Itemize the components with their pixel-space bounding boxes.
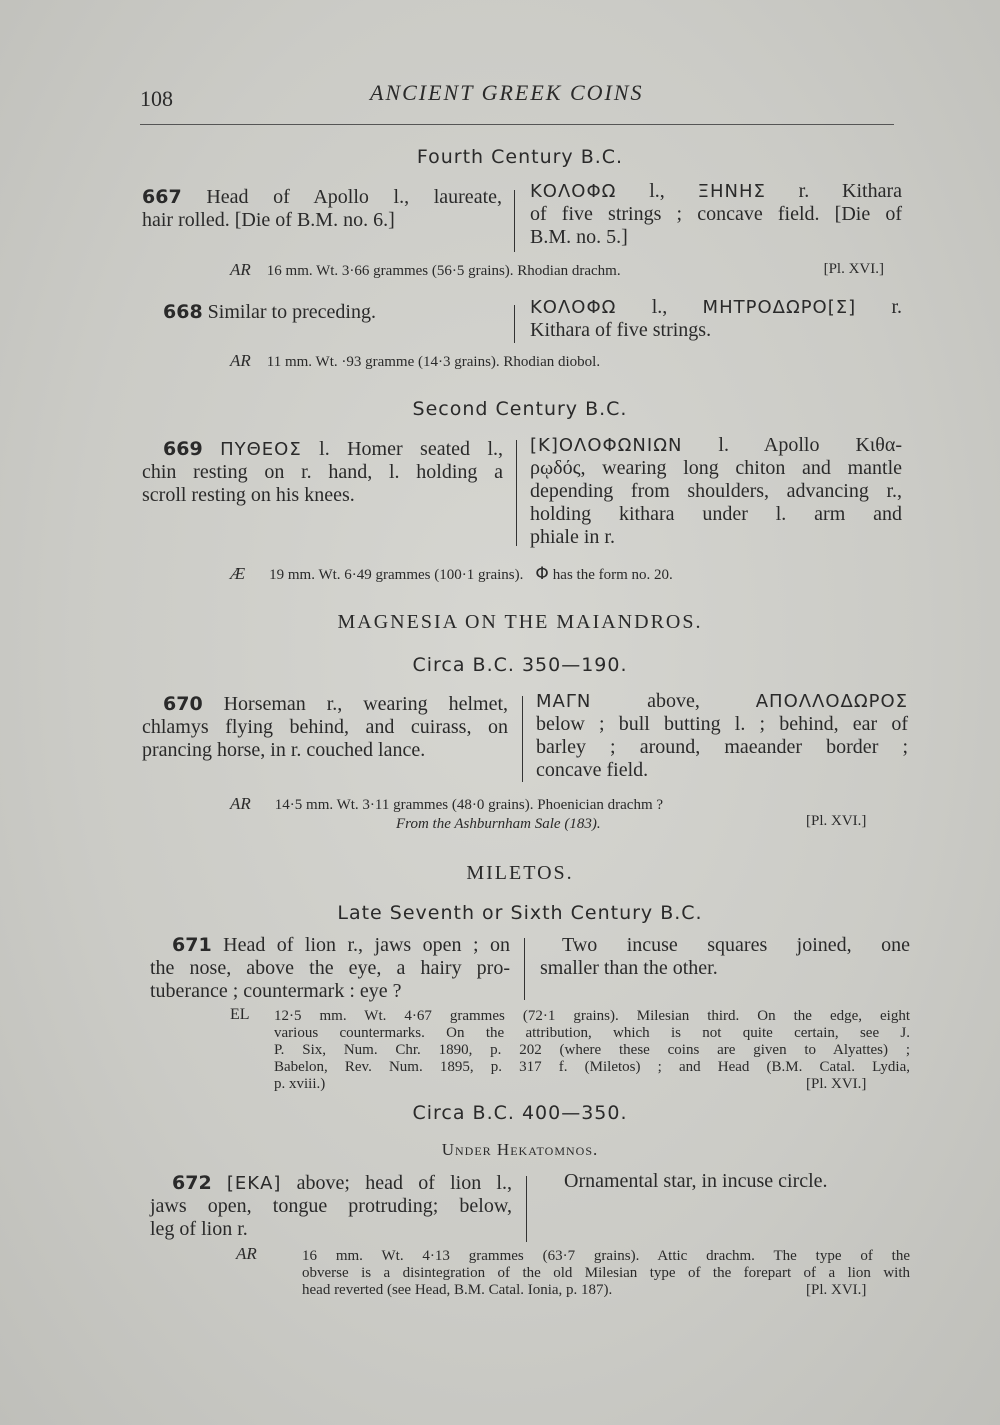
column-divider bbox=[514, 190, 515, 252]
section-heading: Circa B.C. 400—350. bbox=[412, 1102, 628, 1124]
entry-671-obverse: 671 Head of lion r., jaws open ; on bbox=[172, 934, 511, 956]
entry-669-note: Æ 19 mm. Wt. 6·49 grammes (100·1 grains). Φ has the form no. 20. bbox=[230, 564, 673, 584]
metal-symbol: AR bbox=[230, 794, 251, 813]
entry-667-obverse: 667 Head of Apollo l., laureate, hair rolled. [Die of B.M. no. 6.] bbox=[142, 186, 502, 231]
entry-668-note: AR 11 mm. Wt. ·93 gramme (14·3 grains). Rhodian diobol. bbox=[230, 351, 601, 370]
section-heading: Fourth Century B.C. bbox=[416, 146, 624, 168]
entry-672-note: 16 mm. Wt. 4·13 grammes (63·7 grains). Attic drachm. The type of the obverse is a disintegration of the old Milesian type of the forepart of a lion with head reverted (see Head, B.M. Catal. Ionia, p. 187). bbox=[302, 1248, 910, 1298]
entry-669-reverse: [Κ]ΟΛΟΦΩΝΙΩΝ l. Apollo Κιθα- ρῳδός, wearing long chiton and mantle depending from shoulders, advancing r., holding kithara under l. arm and phiale in r. bbox=[530, 434, 902, 548]
section-heading: Circa B.C. 350—190. bbox=[412, 654, 628, 676]
entry-number: 672 bbox=[172, 1172, 212, 1194]
entry-668-obverse: 668 Similar to preceding. bbox=[163, 301, 376, 323]
plate-reference: [Pl. XVI.] bbox=[806, 813, 867, 829]
column-divider bbox=[524, 938, 525, 1000]
entry-670-obverse-cont: chlamys flying behind, and cuirass, on prancing horse, in r. couched lance. bbox=[142, 716, 508, 761]
plate-reference: [Pl. XVI.] bbox=[823, 261, 884, 277]
metal-symbol: Æ bbox=[230, 564, 246, 583]
entry-668-reverse: ΚΟΛΟΦΩ l., ΜΗΤΡΟΔΩΡΟ[Σ] r. Kithara of five strings. bbox=[530, 296, 902, 341]
entry-671-reverse: Two incuse squares joined, one smaller than the other. bbox=[540, 934, 910, 979]
entry-671-obverse-cont: the nose, above the eye, a hairy pro- tuberance ; countermark : eye ? bbox=[150, 957, 510, 1002]
entry-number: 667 bbox=[142, 186, 182, 208]
entry-667-note: AR 16 mm. Wt. 3·66 grammes (56·5 grains). Rhodian drachm. [Pl. XVI.] bbox=[230, 260, 884, 279]
phi-symbol: Φ bbox=[535, 564, 549, 584]
entry-672-reverse: Ornamental star, in incuse circle. bbox=[564, 1170, 828, 1192]
entry-671-note: 12·5 mm. Wt. 4·67 grammes (72·1 grains). Milesian third. On the edge, eight various countermarks. On the attribution, which is not quite certain, see J. P. Six, Num. Chr. 1890, p. 202 (where these coins are given to Alyattes) ; Babelon, Rev. Num. 1895, p. 317 f. (Miletos) ; and Head (B.M. Catal. Lydia, p. xviii.) bbox=[274, 1008, 910, 1092]
column-divider bbox=[514, 305, 515, 343]
entry-670-note: AR 14·5 mm. Wt. 3·11 grammes (48·0 grains). Phoenician drachm ? bbox=[230, 794, 664, 813]
section-heading: Late Seventh or Sixth Century B.C. bbox=[337, 902, 703, 924]
plate-reference: [Pl. XVI.] bbox=[806, 1076, 867, 1092]
provenance: From the Ashburnham Sale (183). bbox=[396, 816, 601, 832]
plate-reference: [Pl. XVI.] bbox=[806, 1282, 867, 1298]
metal-symbol: AR bbox=[230, 351, 251, 370]
region-heading: MAGNESIA ON THE MAIANDROS. bbox=[337, 611, 703, 633]
entry-number: 669 bbox=[163, 438, 203, 460]
entry-number: 671 bbox=[172, 934, 212, 956]
entry-669-obverse: 669 ΠΥΘΕΟΣ l. Homer seated l., bbox=[163, 438, 504, 460]
metal-symbol: AR bbox=[236, 1244, 257, 1263]
metal-symbol: EL bbox=[230, 1006, 250, 1023]
section-heading: Second Century B.C. bbox=[412, 398, 628, 420]
entry-672-obverse: 672 [ΕΚΑ] above; head of lion l., bbox=[172, 1172, 512, 1194]
page-number: 108 bbox=[140, 86, 173, 111]
running-head: ANCIENT GREEK COINS bbox=[370, 80, 644, 105]
entry-number: 670 bbox=[163, 693, 203, 715]
subsection-heading: Under Hekatomnos. bbox=[441, 1140, 599, 1159]
column-divider bbox=[526, 1176, 527, 1242]
region-heading: MILETOS. bbox=[466, 862, 574, 884]
entry-670-reverse: ΜΑΓΝ above, ΑΠΟΛΛΟΔΩΡΟΣ below ; bull butting l. ; behind, ear of barley ; around, maeander border ; concave field. bbox=[536, 690, 908, 781]
entry-number: 668 bbox=[163, 301, 203, 323]
header-rule bbox=[140, 124, 894, 125]
metal-symbol: AR bbox=[230, 260, 251, 279]
entry-669-obverse-cont: chin resting on r. hand, l. holding a scroll resting on his knees. bbox=[142, 461, 503, 506]
entry-670-obverse: 670 Horseman r., wearing helmet, bbox=[163, 693, 509, 715]
entry-667-reverse: ΚΟΛΟΦΩ l., ΞΗΝΗΣ r. Kithara of five strings ; concave field. [Die of B.M. no. 5.] bbox=[530, 180, 903, 248]
column-divider bbox=[522, 696, 523, 782]
column-divider bbox=[516, 440, 517, 546]
entry-672-obverse-cont: jaws open, tongue protruding; below, leg of lion r. bbox=[150, 1195, 512, 1240]
